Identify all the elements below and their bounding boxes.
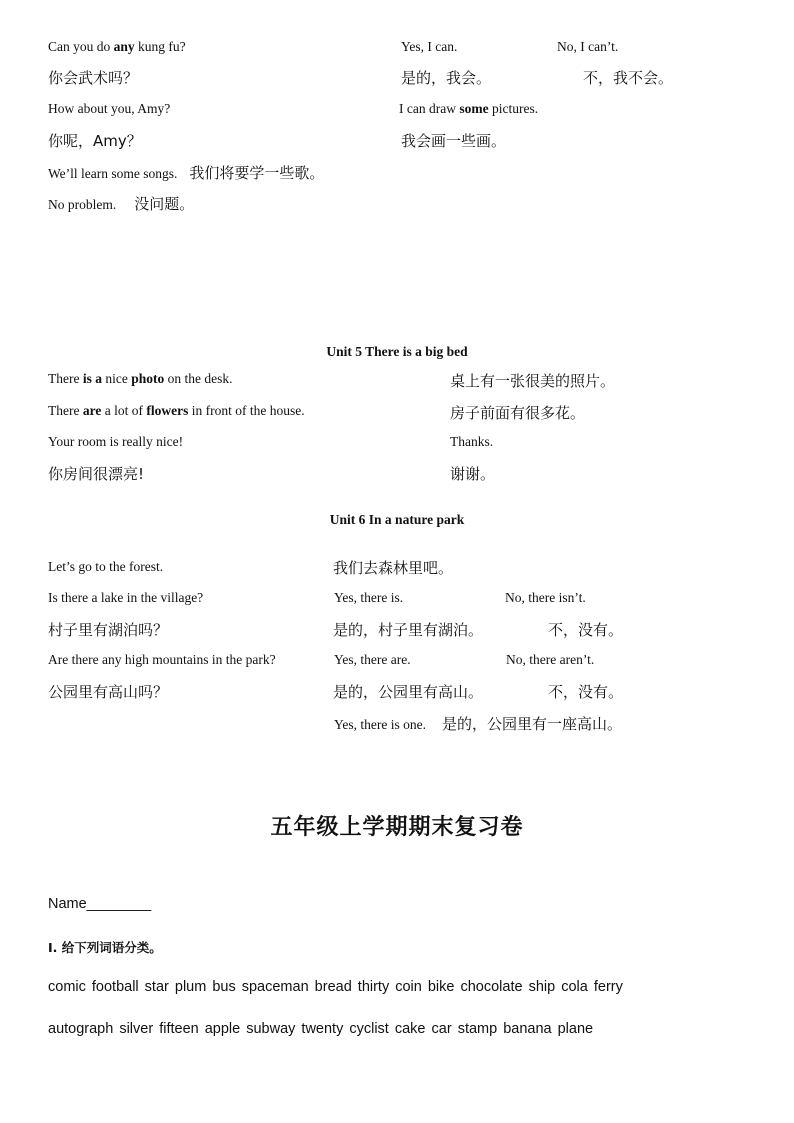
u6-q2-en: Are there any high mountains in the park? [48, 652, 276, 667]
u6-q2-yes-en: Yes, there are. [334, 652, 411, 667]
u4-s3-en: We’ll learn some songs. [48, 166, 178, 181]
u6-q1-yes-zh: 是的，村子里有湖泊。 [333, 621, 484, 639]
u5-s2-zh: 房子前面有很多花。 [450, 404, 586, 422]
u6-s1-en: Let’s go to the forest. [48, 559, 164, 574]
text: on the desk. [164, 371, 233, 386]
u4-q1-en [48, 39, 186, 55]
text: Can you do [48, 39, 114, 54]
text: nice [102, 371, 132, 386]
u4-a1-yes-zh: 是的，我会。 [401, 69, 492, 87]
u5-s1-zh: 桌上有一张很美的照片。 [450, 372, 616, 390]
u5-s3-reply-zh: 谢谢。 [450, 465, 496, 483]
u5-s2-en [48, 403, 305, 419]
text: pictures. [488, 101, 539, 116]
u5-s3-en: Your room is really nice! [48, 434, 184, 449]
u4-s4-zh: 没问题。 [134, 195, 195, 213]
u4-s3 [48, 162, 324, 183]
u4-q2-zh: 你呢，Amy？ [48, 132, 142, 150]
u5-s1-en [48, 371, 233, 387]
u6-s1-zh: 我们去森林里吧。 [333, 559, 454, 577]
text: in front of the house. [188, 403, 305, 418]
u6-q1-no-en: No, there isn’t. [505, 590, 586, 605]
text: There [48, 371, 83, 386]
u4-a1-no-zh: 不，我不会。 [583, 69, 674, 87]
u4-a1-no-en: No, I can’t. [557, 39, 619, 54]
u6-q2-one-zh: 是的，公园里有一座高山。 [442, 715, 623, 733]
u6-q2-one [334, 713, 622, 734]
u5-s3-zh: 你房间很漂亮! [48, 465, 145, 483]
u5-s3-reply: Thanks. [450, 434, 494, 449]
bold-word: any [113, 39, 135, 54]
bold-word: photo [131, 371, 165, 386]
text: a lot of [101, 403, 147, 418]
u4-a2-en [399, 101, 538, 117]
name-field-label: Name________ [48, 896, 152, 912]
u6-q1-zh: 村子里有湖泊吗？ [48, 621, 169, 639]
u6-q2-zh: 公园里有高山吗？ [48, 683, 169, 701]
u6-q1-en: Is there a lake in the village? [48, 590, 204, 605]
u4-s3-zh: 我们将要学一些歌。 [189, 164, 325, 182]
text: kung fu? [134, 39, 186, 54]
exam-title: 五年级上学期期末复习卷 [270, 815, 524, 840]
unit6-heading: Unit 6 In a nature park [329, 512, 465, 527]
words-line-2: autograph silver fifteen apple subway twenty cyclist cake car stamp banana plane [48, 1021, 594, 1037]
bold-word: is a [82, 371, 102, 386]
u6-q2-one-en: Yes, there is one. [334, 717, 426, 732]
u6-q2-yes-zh: 是的，公园里有高山。 [333, 683, 484, 701]
text: There [48, 403, 83, 418]
u4-s4 [48, 193, 194, 214]
u4-q1-zh: 你会武术吗？ [48, 69, 139, 87]
unit5-heading: Unit 5 There is a big bed [326, 344, 468, 359]
words-line-1: comic football star plum bus spaceman bread thirty coin bike chocolate ship cola ferry [48, 979, 623, 995]
u4-a1-yes-en: Yes, I can. [401, 39, 458, 54]
text: I can draw [399, 101, 460, 116]
u4-q2-en: How about you, Amy? [48, 101, 171, 116]
u6-q1-no-zh: 不，没有。 [548, 621, 624, 639]
u6-q2-no-en: No, there aren’t. [506, 652, 595, 667]
u4-a2-zh: 我会画一些画。 [401, 132, 507, 150]
u6-q2-no-zh: 不，没有。 [548, 683, 624, 701]
bold-word: some [459, 101, 489, 116]
bold-word: flowers [146, 403, 189, 418]
u4-s4-en: No problem. [48, 197, 117, 212]
section-1-heading: I. 给下列词语分类。 [48, 940, 162, 955]
u6-q1-yes-en: Yes, there is. [334, 590, 404, 605]
bold-word: are [82, 403, 102, 418]
